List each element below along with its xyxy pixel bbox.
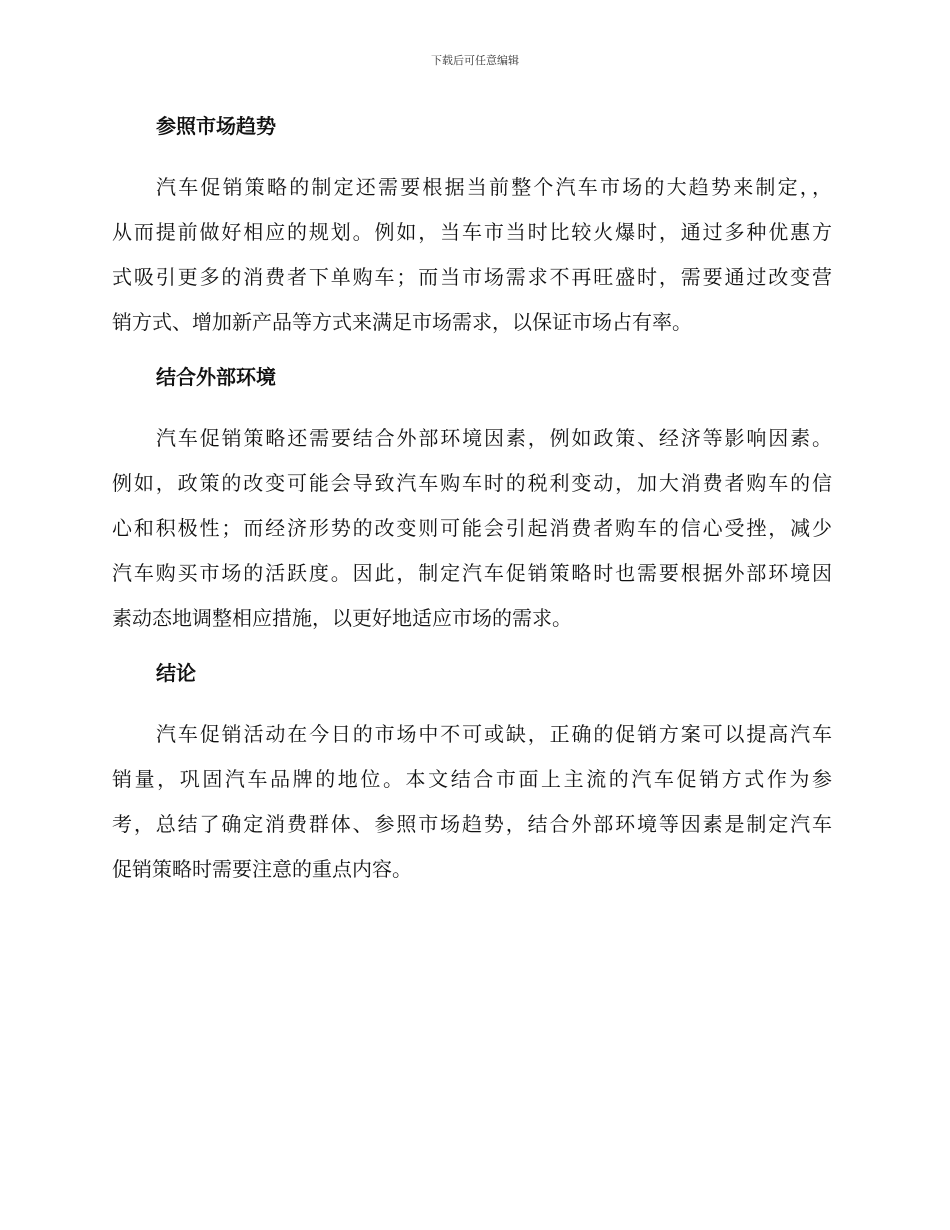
paragraph-line: 例如，政策的改变可能会导致汽车购车时的税利变动，加大消费者购车的信: [112, 471, 832, 495]
paragraph-line: 销方式、增加新产品等方式来满足市场需求，以保证市场占有率。: [112, 310, 692, 334]
section-heading-external-environment: 结合外部环境: [156, 365, 276, 389]
paragraph-line: 素动态地调整相应措施，以更好地适应市场的需求。: [112, 606, 572, 630]
paragraph-line: 促销策略时需要注意的重点内容。: [112, 857, 412, 881]
paragraph-line: 心和积极性；而经济形势的改变则可能会引起消费者购车的信心受挫，减少: [112, 516, 832, 540]
section-heading-market-trend: 参照市场趋势: [156, 114, 276, 138]
section-paragraph-external-environment: [112, 416, 832, 641]
page-header: 下载后可任意编辑: [431, 54, 519, 67]
paragraph-line: 从而提前做好相应的规划。例如，当车市当时比较火爆时，通过多种优惠方: [112, 220, 832, 244]
section-heading-conclusion: 结论: [156, 661, 196, 685]
section-paragraph-conclusion: [112, 712, 832, 892]
paragraph-line: 汽车促销策略的制定还需要根据当前整个汽车市场的大趋势来制定，，: [156, 175, 832, 199]
paragraph-line: 销量，巩固汽车品牌的地位。本文结合市面上主流的汽车促销方式作为参: [112, 767, 832, 791]
section-paragraph-market-trend: [112, 165, 832, 345]
paragraph-line: 考，总结了确定消费群体、参照市场趋势，结合外部环境等因素是制定汽车: [112, 812, 832, 836]
paragraph-line: 汽车购买市场的活跃度。因此，制定汽车促销策略时也需要根据外部环境因: [112, 561, 832, 585]
document-body: [112, 110, 832, 892]
paragraph-line: 汽车促销活动在今日的市场中不可或缺，正确的促销方案可以提高汽车: [156, 722, 832, 746]
paragraph-line: 汽车促销策略还需要结合外部环境因素，例如政策、经济等影响因素。: [156, 426, 832, 450]
paragraph-line: 式吸引更多的消费者下单购车；而当市场需求不再旺盛时，需要通过改变营: [112, 265, 832, 289]
